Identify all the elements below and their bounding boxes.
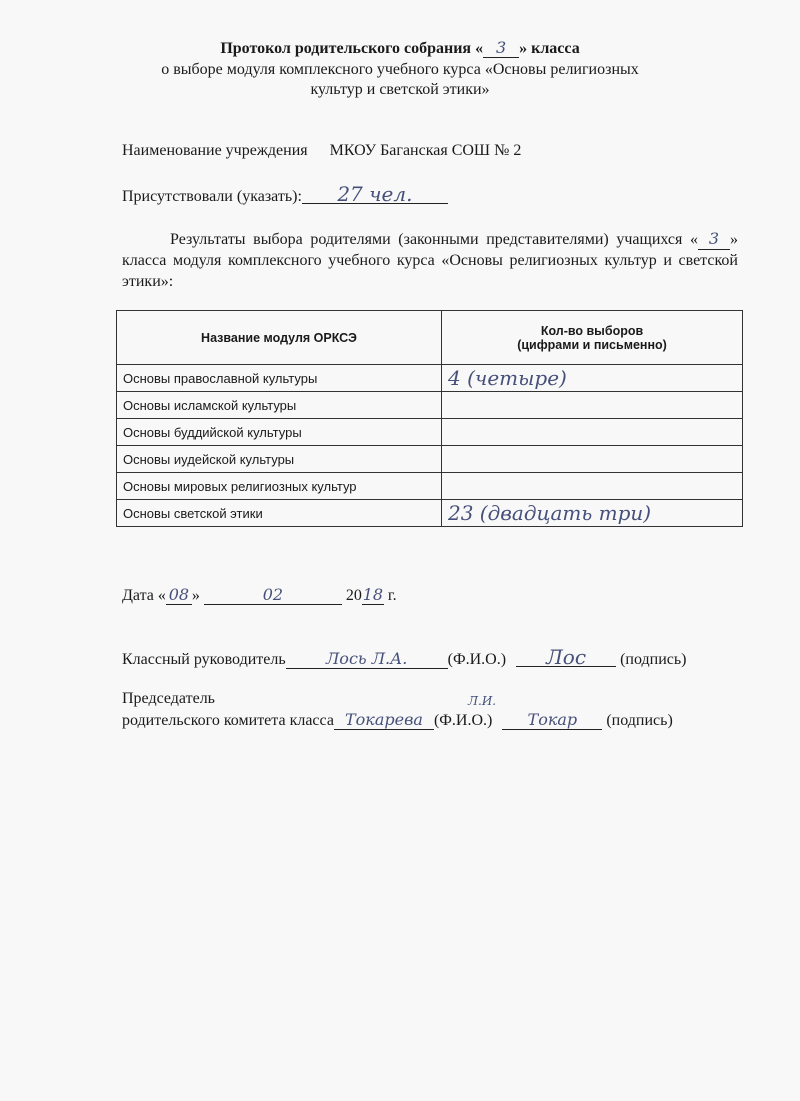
class-number: 3 bbox=[483, 38, 519, 58]
results-text-2: » класса модуля комплексного учебного курса «Основы религиозных культур и светской этики»: bbox=[122, 231, 738, 290]
teacher-signature-label: (подпись) bbox=[620, 651, 687, 668]
date-year-suffix: 18 bbox=[362, 585, 384, 604]
module-count: 4 (четыре) bbox=[442, 365, 743, 392]
date-row bbox=[122, 585, 397, 605]
title-prefix: Протокол родительского собрания « bbox=[220, 40, 484, 57]
module-name: Основы иудейской культуры bbox=[117, 446, 442, 473]
module-name: Основы исламской культуры bbox=[117, 392, 442, 419]
date-end: г. bbox=[387, 587, 397, 604]
table-row bbox=[117, 365, 743, 392]
module-choice-table bbox=[116, 310, 743, 527]
date-year-prefix: 20 bbox=[345, 587, 362, 604]
module-count bbox=[442, 392, 743, 419]
header-count-line2: (цифрами и письменно) bbox=[517, 337, 667, 352]
table-row bbox=[117, 446, 743, 473]
module-name: Основы буддийской культуры bbox=[117, 419, 442, 446]
chair-label-1: Председатель bbox=[122, 690, 215, 707]
document-title bbox=[0, 38, 800, 58]
date-sep: » bbox=[191, 587, 200, 604]
teacher-row bbox=[122, 645, 687, 669]
attendance-label: Присутствовали (указать): bbox=[122, 188, 302, 205]
chair-signature: Токар bbox=[502, 710, 602, 730]
chair-fio-label: (Ф.И.О.) bbox=[433, 712, 493, 729]
module-count: 23 (двадцать три) bbox=[442, 500, 743, 527]
attendance-row bbox=[122, 182, 448, 206]
table-header-row bbox=[117, 311, 743, 365]
teacher-label: Классный руководитель bbox=[122, 651, 286, 668]
teacher-name: Лось Л.А. bbox=[286, 649, 448, 669]
results-text-1: Результаты выбора родителями (законными представителями) учащихся « bbox=[170, 231, 698, 248]
title-line-2: о выборе модуля комплексного учебного курса «Основы религиозных bbox=[161, 61, 639, 78]
module-count bbox=[442, 473, 743, 500]
header-count bbox=[442, 311, 743, 365]
title-line-3: культур и светской этики» bbox=[310, 81, 490, 98]
table-row bbox=[117, 419, 743, 446]
header-module: Название модуля ОРКСЭ bbox=[117, 311, 442, 365]
institution-value: МКОУ Баганская СОШ № 2 bbox=[329, 142, 522, 159]
chair-name: Токарева bbox=[334, 710, 434, 730]
module-count bbox=[442, 446, 743, 473]
date-day: 08 bbox=[166, 585, 192, 605]
date-label: Дата « bbox=[122, 587, 166, 604]
title-suffix: » класса bbox=[519, 40, 580, 57]
chair-row bbox=[122, 710, 673, 730]
header-count-line1: Кол-во выборов bbox=[540, 323, 644, 338]
results-class-number: 3 bbox=[698, 228, 730, 250]
date-month: 02 bbox=[204, 585, 342, 605]
module-count bbox=[442, 419, 743, 446]
table-row bbox=[117, 500, 743, 527]
teacher-signature: Лос bbox=[516, 648, 616, 667]
module-name: Основы мировых религиозных культур bbox=[117, 473, 442, 500]
attendance-value: 27 чел. bbox=[302, 185, 448, 204]
chair-label-2: родительского комитета класса bbox=[122, 712, 334, 729]
results-paragraph bbox=[122, 228, 738, 292]
institution-label: Наименование учреждения bbox=[122, 142, 308, 159]
teacher-fio-label: (Ф.И.О.) bbox=[447, 651, 507, 668]
table-row bbox=[117, 473, 743, 500]
module-name: Основы православной культуры bbox=[117, 365, 442, 392]
institution-row bbox=[122, 142, 521, 160]
chair-signature-label: (подпись) bbox=[606, 712, 673, 729]
table-row bbox=[117, 392, 743, 419]
module-name: Основы светской этики bbox=[117, 500, 442, 527]
chair-initials: Л.И. bbox=[468, 694, 497, 708]
